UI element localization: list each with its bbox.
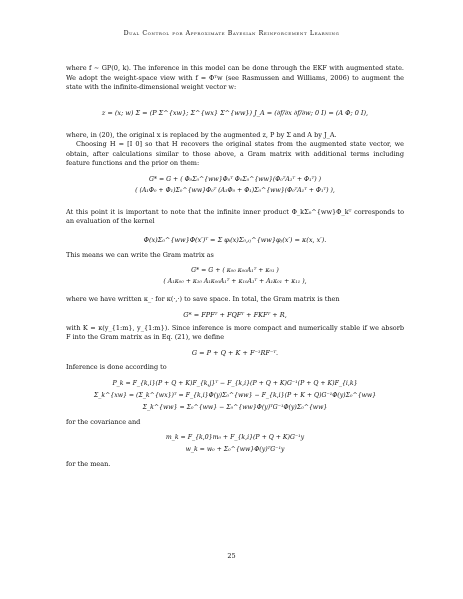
- equation-define-G: G = P + Q + K + F⁻¹RF⁻ᵀ.: [191, 348, 279, 357]
- paragraph-7: with K = κ(y_{1:m}, y_{1:m}). Since inference is more compact and numerically stable if we absorb F into the Gram matrix as in Eq. (21), we define: [66, 323, 404, 341]
- equation-gram-kernel-row1: G* = G + ( κ₀₀ κ₀₀A₁ᵀ + κ₀₁ ): [191, 267, 279, 274]
- equation-mean-block: [66, 432, 404, 456]
- equation-gram-total: G* = FPFᵀ + FQFᵀ + FKFᵀ + R,: [183, 310, 287, 319]
- equation-gram-kernel-row2: ( A₁κ₀₀ + κ₁₀ A₁κ₀₀A₁ᵀ + κ₁₀A₁ᵀ + A₁κ₀₁ + κ₁₁ ),: [163, 278, 307, 285]
- paragraph-3: Choosing H = [I 0] so that H recovers the original states from the augmented state vector, we obtain, after calculations similar to those above, a Gram matrix with additional terms including feature functions and the prior on them:: [66, 140, 404, 167]
- page-body: [66, 64, 404, 469]
- equation-covariance-1: P_k = F_{k,i}(P + Q + K)F_{k,j}ᵀ − F_{k,i}(P + Q + K)G⁻¹(P + Q + K)F_{i,k}: [112, 380, 358, 387]
- paragraph-10: for the mean.: [66, 459, 111, 468]
- equation-gram-features: [66, 174, 404, 208]
- paragraph-9: for the covariance and: [66, 418, 141, 426]
- paragraph-6: where we have written κ_· for κ(·,·) to save space. In total, the Gram matrix is then: [66, 295, 340, 303]
- page-number: 25: [227, 552, 236, 560]
- equation-covariance-block: [66, 378, 404, 414]
- paragraph-5: This means we can write the Gram matrix as: [66, 250, 214, 259]
- paragraph-8: Inference is done according to: [66, 362, 167, 371]
- equation-covariance-2: Σ_k^{xw} = (Σ_k^{wx})ᵀ = F_{k,i}Φ(y)Σ₀^{ww} − F_{k,i}(P + K + Q)G⁻¹Φ(y)Σ₀^{ww}: [93, 392, 377, 399]
- equation-augmented-state: z = (x; w) Σ = (P Σ^{xw}; Σ^{wx} Σ^{ww}) J_A = (∂f/∂x ∂f/∂w; 0 I) = (A Φ; 0 I),: [101, 108, 369, 117]
- running-title: Dual Control for Approximate Bayesian Reinforcement Learning: [123, 30, 340, 37]
- equation-gram-features-row2: ( (A₁Φ₀ + Φ₁)Σ₀^{ww}Φ₀ᵀ (A₁Φ₀ + Φ₁)Σ₀^{ww}(Φ₀ᵀA₁ᵀ + Φ₁ᵀ) ),: [135, 186, 335, 194]
- equation-gram-features-row1: G* = G + ( Φ₀Σ₀^{ww}Φ₀ᵀ Φ₀Σ₀^{ww}(Φ₀ᵀA₁ᵀ + Φ₁ᵀ) ): [148, 175, 321, 183]
- equation-gram-kernel: [66, 265, 404, 295]
- equation-mean-1: m_k = F_{k,0}m₀ + F_{k,i}(P + Q + K)G⁻¹y: [165, 433, 305, 441]
- equation-covariance-3: Σ_k^{ww} = Σ₀^{ww} − Σ₀^{ww}Φ(y)ᵀG⁻¹Φ(y)Σ₀^{ww}: [142, 404, 328, 411]
- equation-mean-2: w_k = w₀ + Σ₀^{ww}Φ(y)ᵀG⁻¹y: [185, 445, 285, 453]
- paragraph-2: where, in (20), the original x is replaced by the augmented z, P by Σ and A by J_A.: [66, 130, 337, 139]
- paragraph-4: At this point it is important to note that the infinite inner product Φ_kΣ₀^{ww}Φ_kᵀ corresponds to an evaluation of the kernel: [66, 207, 404, 225]
- paragraph-1: where f ∼ GP(0, k). The inference in this model can be done through the EKF with augmented state. We adopt the weight-space view with f = Φᵀw (see Rasmussen and Williams, 2006) to augment the state with the infinite-dimensional weight vector w:: [66, 64, 404, 91]
- equation-kernel: Φ(x)Σ₀^{ww}Φ(x′)ᵀ = Σ φᵢ(x)Σ₀,ᵢⱼ^{ww}φⱼ(x′) = κ(x, x′).: [143, 235, 327, 244]
